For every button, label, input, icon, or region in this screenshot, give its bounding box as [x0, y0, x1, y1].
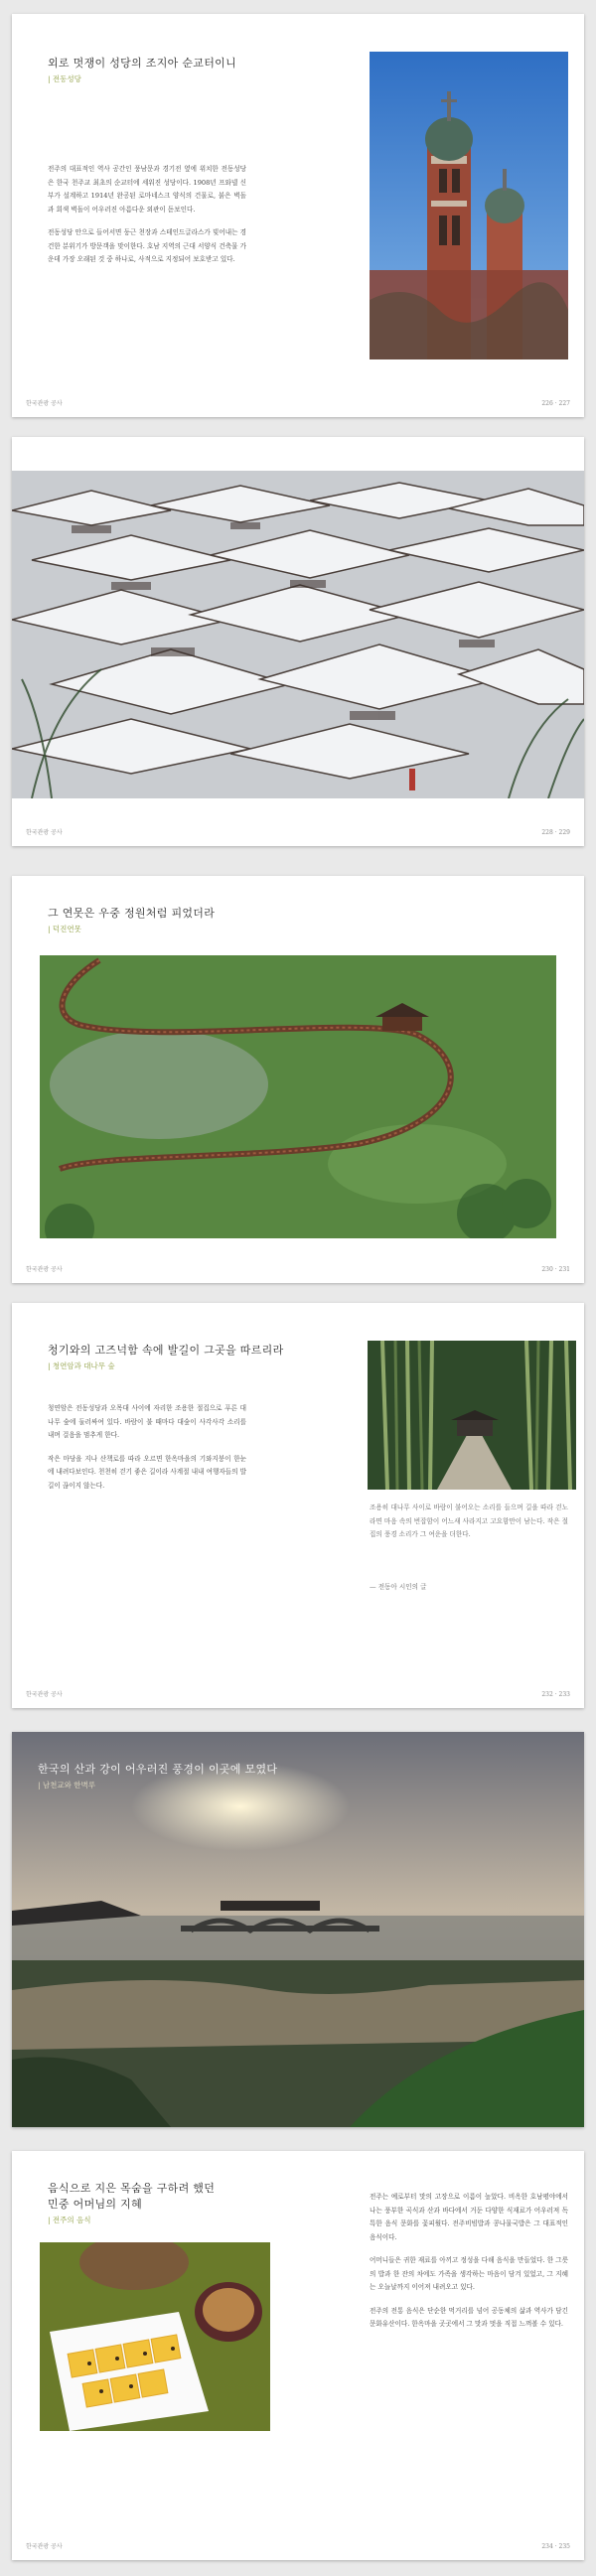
footer-left: 한국관광 공사 — [26, 2543, 63, 2550]
body-text — [48, 163, 246, 267]
paragraph: 전주의 전통 음식은 단순한 먹거리를 넘어 공동체의 삶과 역사가 담긴 문화유산이다. 한옥마을 곳곳에서 그 맛과 멋을 직접 느껴볼 수 있다. — [370, 2306, 568, 2329]
paragraph: 전주는 예로부터 맛의 고장으로 이름이 높았다. 비옥한 호남평야에서 나는 풍부한 곡식과 산과 바다에서 거둔 다양한 식재료가 어우러져 독특한 음식 문화를 꽃피웠다. 전주비빔밥과 콩나물국밥은 그 대표적인 음식이다. — [370, 2193, 568, 2241]
page-title-line2: 민중 어머님의 지혜 — [48, 2198, 143, 2211]
paragraph: 전주의 대표적인 역사 공간인 풍남문과 경기전 옆에 위치한 전동성당은 한국 천주교 최초의 순교터에 세워진 성당이다. 1908년 프와넬 신부가 설계하고 1914년 완공된 로마네스크 양식의 건물로, 붉은 벽돌과 회색 벽돌이 어우러진 아름다운 외관이 돋보인다. — [48, 165, 246, 214]
page-spread-1 — [12, 14, 584, 417]
page-number: 232 · 233 — [541, 1691, 570, 1698]
paragraph: 전동성당 안으로 들어서면 둥근 천장과 스테인드글라스가 빚어내는 경건한 분위기가 방문객을 맞이한다. 호남 지역의 근대 서양식 건축물 가운데 가장 오래된 것 중 하나로, 사적으로 지정되어 보호받고 있다. — [48, 228, 246, 264]
page-title: 청기와의 고즈넉함 속에 발길이 그곳을 따르리라 — [48, 1344, 284, 1357]
food-photo — [40, 2242, 270, 2431]
page-subtitle: | 청연암과 대나무 숲 — [48, 1361, 115, 1370]
quote-source: — 전동아 시인의 글 — [370, 1583, 427, 1591]
page-title: 그 연못은 우중 정원처럼 피었더라 — [48, 907, 216, 920]
page-spread-6 — [12, 2151, 584, 2560]
page-number: 226 · 227 — [541, 400, 570, 407]
page-subtitle: | 전동성당 — [48, 74, 81, 83]
paragraph: 청연암은 전동성당과 오목대 사이에 자리한 조용한 절집으로 푸른 대나무 숲에 둘러싸여 있다. 바람이 불 때마다 대숲이 사각사각 소리를 내며 걸음을 멈추게 한다. — [48, 1404, 246, 1440]
page-spread-4 — [12, 1303, 584, 1708]
body-text — [370, 2191, 568, 2332]
page-title: 한국의 산과 강이 어우러진 풍경이 이곳에 모였다 — [38, 1763, 278, 1776]
page-spread-2 — [12, 437, 584, 846]
river-bridge-photo — [12, 1732, 584, 2127]
footer-left: 한국관광 공사 — [26, 400, 63, 407]
page-spread-3 — [12, 876, 584, 1283]
page-number: 228 · 229 — [541, 829, 570, 836]
footer-left: 한국관광 공사 — [26, 1691, 63, 1698]
page-number: 230 · 231 — [541, 1266, 570, 1273]
page-title-line1: 음식으로 지은 목숨을 구하려 했던 — [48, 2182, 216, 2195]
page-subtitle: | 전주의 음식 — [48, 2216, 91, 2224]
page-subtitle: | 남천교와 한벽루 — [38, 1781, 96, 1789]
hanok-village-snow-photo — [12, 471, 584, 798]
quote-text: 조용히 대나무 사이로 바람이 불어오는 소리를 들으며 길을 따라 걷노라면 마음 속의 번잡함이 어느새 사라지고 고요함만이 남는다. 작은 절집의 풍경 소리가 그 여운을 더한다. — [370, 1503, 568, 1539]
bamboo-path-photo — [368, 1341, 576, 1490]
page-number: 234 · 235 — [541, 2543, 570, 2550]
cathedral-photo — [370, 52, 568, 359]
footer-left: 한국관광 공사 — [26, 829, 63, 836]
paragraph: 작은 마당을 지나 산책로를 따라 오르면 한옥마을의 기와지붕이 한눈에 내려다보인다. 천천히 걷기 좋은 길이라 사계절 내내 여행자들의 발길이 끊이지 않는다. — [48, 1454, 246, 1490]
page-title: 외로 멋쟁이 성당의 조지아 순교터이니 — [48, 57, 237, 70]
body-text — [48, 1402, 246, 1493]
paragraph: 어머니들은 귀한 재료를 아끼고 정성을 다해 음식을 만들었다. 한 그릇의 밥과 한 잔의 차에도 가족을 생각하는 마음이 담겨 있었고, 그 지혜는 오늘날까지 이어져 내려오고 있다. — [370, 2256, 568, 2292]
footer-left: 한국관광 공사 — [26, 1266, 63, 1273]
page-subtitle: | 덕진연못 — [48, 925, 81, 933]
page-spread-5 — [12, 1732, 584, 2127]
lotus-pond-photo — [40, 955, 556, 1238]
